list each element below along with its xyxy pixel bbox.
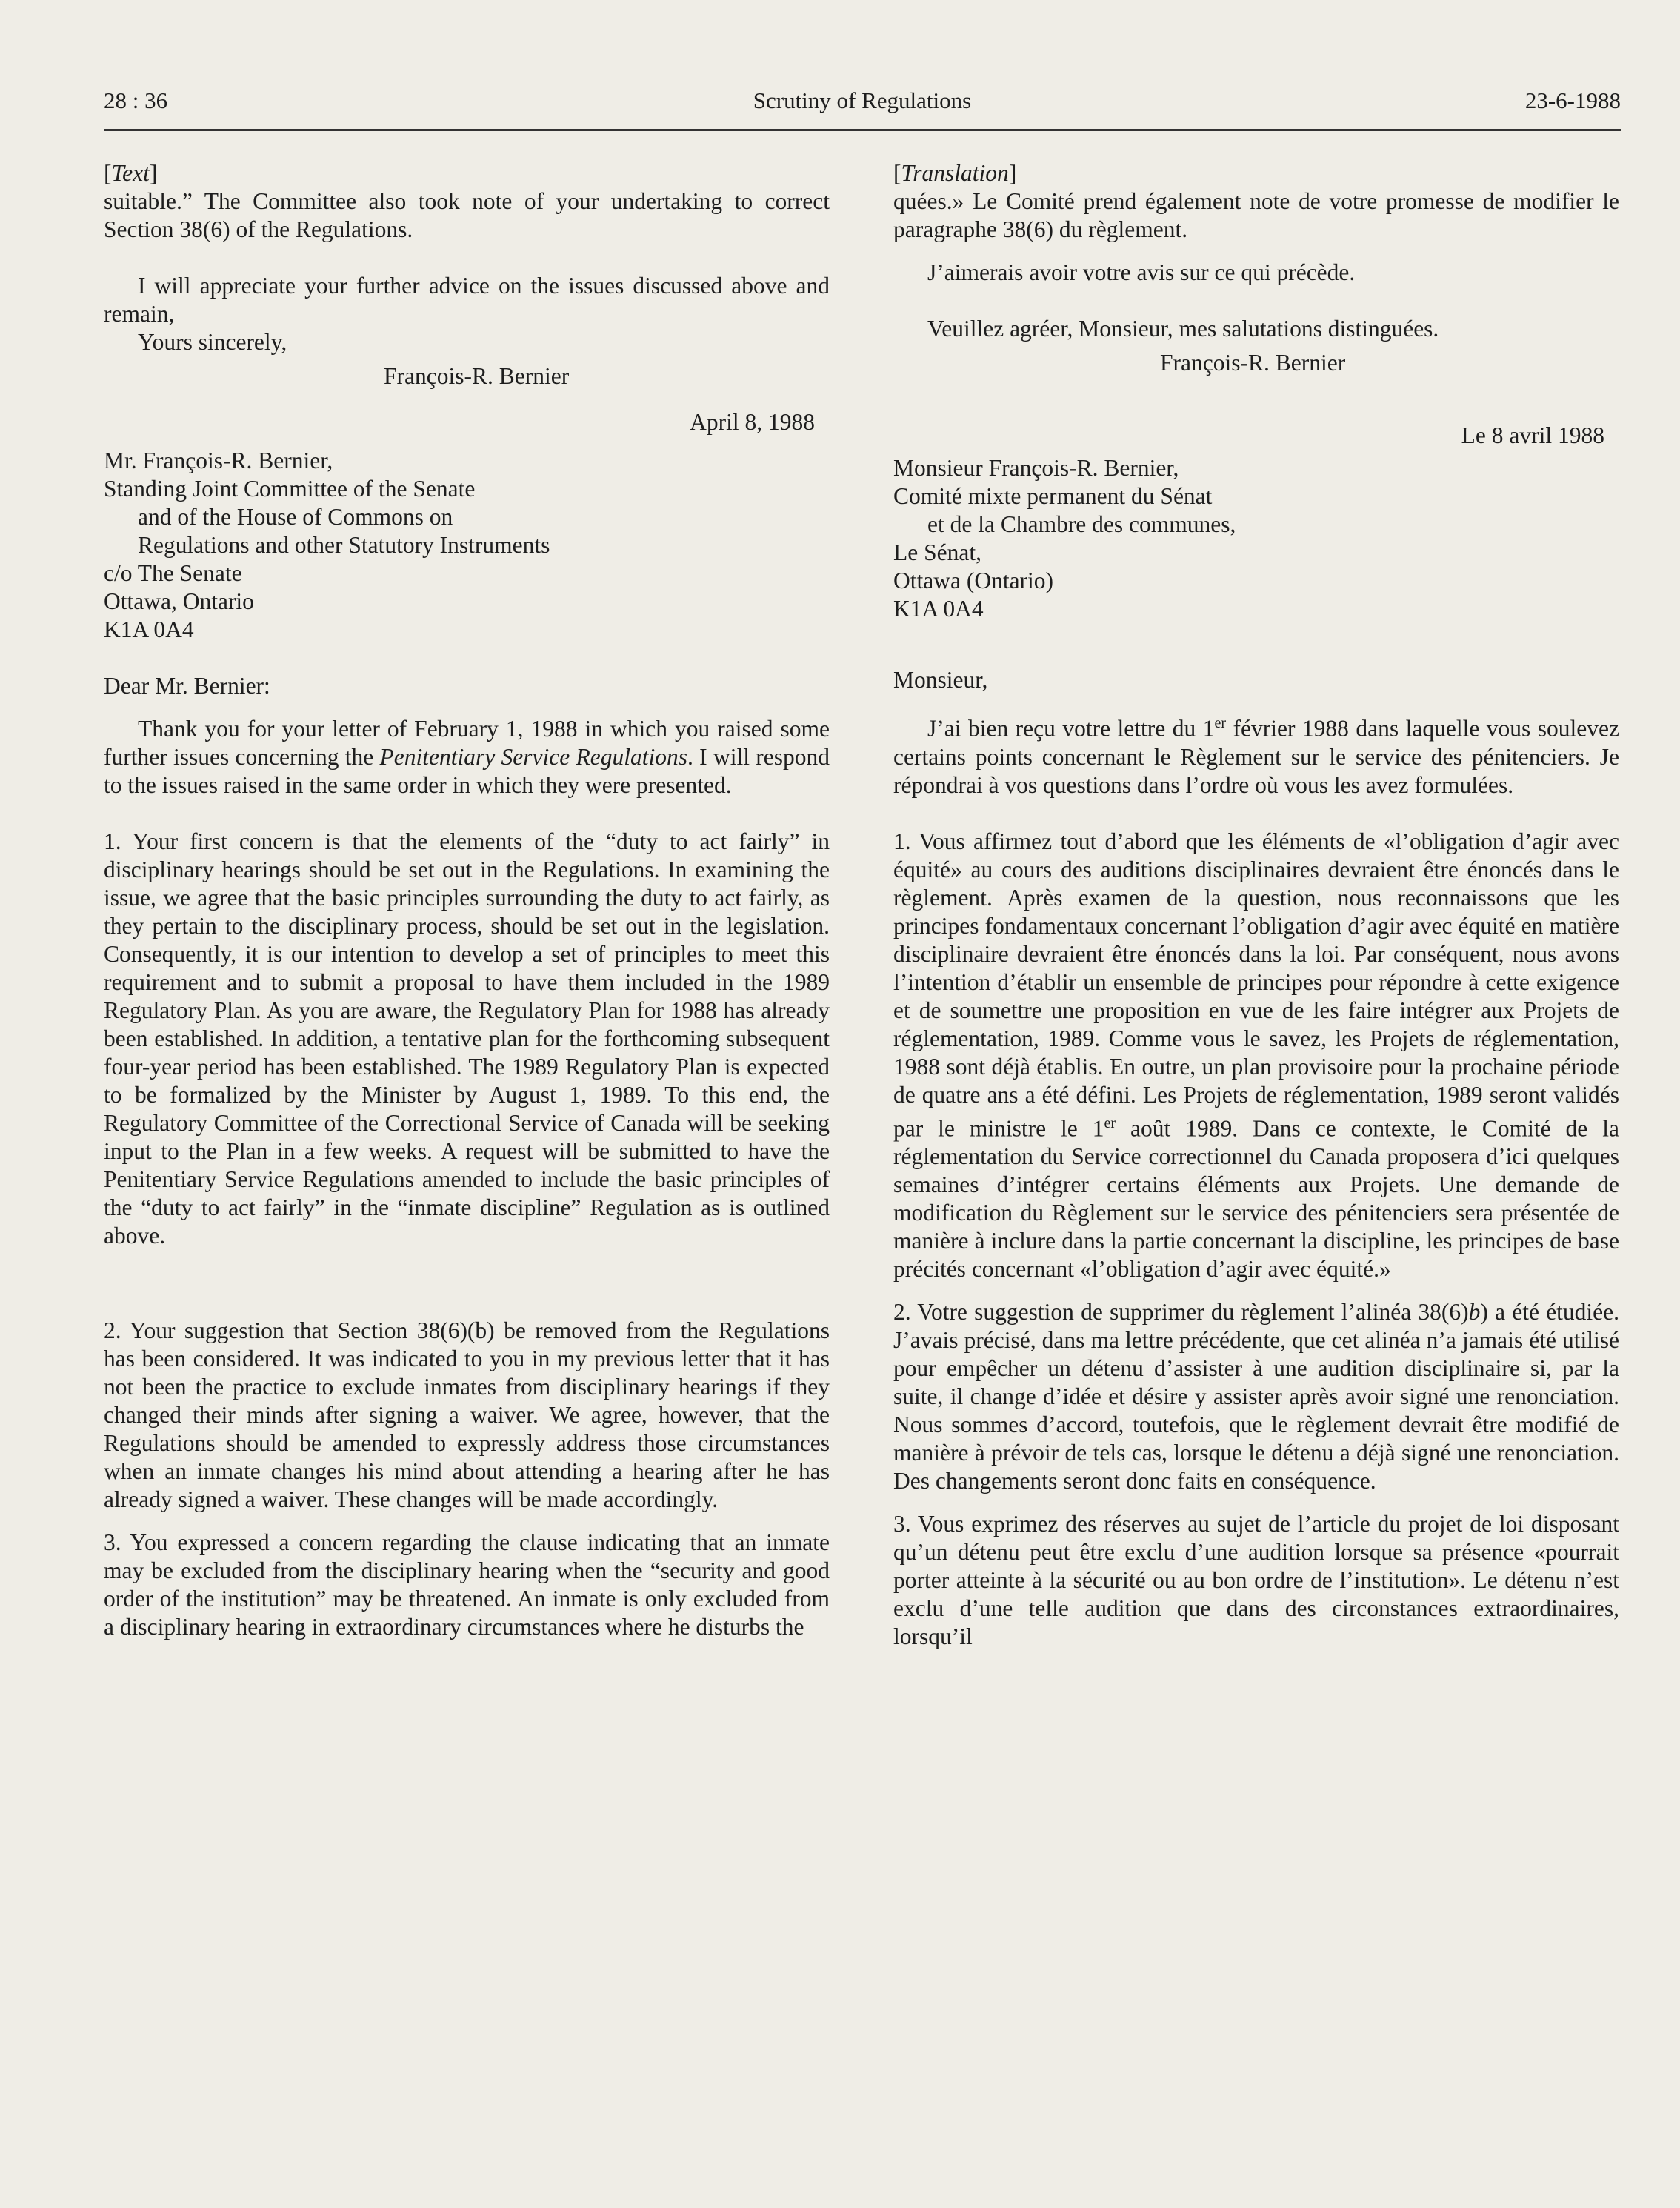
text-tag: [Text] [104, 160, 158, 186]
point-2-paragraph: 2. Votre suggestion de supprimer du règlement l’alinéa 38(6)b) a été étudiée. J’avais précisé, dans ma lettre précédente, que cet alinéa n’a jamais été utilisé pour empêcher un détenu d’assister à une audition disciplinaire si, par la suite, il change d’idée et désire y assister après avoir signé une renonciation. Nous sommes d’accord, toutefois, que le règlement devrait être modifié de manière à prévoir de tels cas, lorsque le détenu a déjà signé une renonciation. Des changements seront donc faits en conséquence. [893, 1299, 1619, 1494]
address-line: Monsieur François-R. Bernier, [893, 455, 1179, 481]
closing-line: Yours sincerely, [138, 329, 287, 355]
letter-date: Le 8 avril 1988 [1461, 422, 1604, 448]
address-block [104, 447, 830, 644]
address-line: Ottawa (Ontario) [893, 568, 1054, 593]
address-block [893, 454, 1619, 623]
appreciate-paragraph: I will appreciate your further advice on the issues discussed above and remain, [104, 273, 830, 327]
address-line: Ottawa, Ontario [104, 588, 254, 614]
french-column [893, 159, 1619, 1651]
address-line: K1A 0A4 [893, 596, 984, 622]
intro-paragraph: quées.» Le Comité prend également note de votre promesse de modifier le paragraphe 38(6) du règlement. [893, 188, 1619, 242]
letter-date: April 8, 1988 [690, 409, 815, 435]
address-line: c/o The Senate [104, 560, 242, 586]
address-line: Mr. François-R. Bernier, [104, 448, 333, 473]
point-2-paragraph: 2. Your suggestion that Section 38(6)(b) be removed from the Regulations has been considered. It was indicated to you in my previous letter that it has not been the practice to exclude inmates from disciplinary hearings if they changed their minds after signing a waiver. We agree, however, that the Regulations should be amended to expressly address those circumstances when an inmate changes his mind about attending a hearing after he has already signed a waiver. These changes will be made accordingly. [104, 1317, 830, 1512]
address-line: Comité mixte permanent du Sénat [893, 483, 1213, 509]
page-header [104, 87, 1621, 131]
header-date: 23-6-1988 [1524, 87, 1621, 113]
point-3-paragraph: 3. Vous exprimez des réserves au sujet de l’article du projet de loi disposant qu’un détenu peut être exclu d’une audition lorsque sa présence «pourrait porter atteinte à la sécurité ou au bon ordre de l’institution». Le détenu n’est exclu d’une telle audition que dans des circonstances extraordinaires, lorsqu’il [893, 1511, 1619, 1649]
address-line: and of the House of Commons on [138, 504, 453, 530]
thanks-paragraph: Thank you for your letter of February 1, 1988 in which you raised some further issues concerning the Penitentiary Service Regulations. I will respond to the issues raised in the same order in which they were presented. [104, 716, 830, 798]
english-column [104, 159, 830, 1641]
page-number: 28 : 36 [104, 87, 168, 113]
thanks-paragraph: J’ai bien reçu votre lettre du 1er février 1988 dans laquelle vous soulevez certains points concernant le Règlement sur le service des pénitenciers. Je répondrai à vos questions dans l’ordre où vous les avez formulées. [893, 715, 1619, 798]
address-line: et de la Chambre des communes, [927, 511, 1236, 537]
signature: François-R. Bernier [384, 363, 570, 389]
avis-paragraph: J’aimerais avoir votre avis sur ce qui précède. [927, 259, 1356, 285]
salutation: Dear Mr. Bernier: [104, 673, 270, 699]
address-line: Standing Joint Committee of the Senate [104, 476, 476, 502]
running-title: Scrutiny of Regulations [753, 87, 972, 113]
address-line: K1A 0A4 [104, 616, 194, 642]
signature: François-R. Bernier [1160, 350, 1346, 376]
intro-paragraph: suitable.” The Committee also took note of your undertaking to correct Section 38(6) of the Regulations. [104, 188, 830, 242]
address-line: Le Sénat, [893, 539, 981, 565]
closing-line: Veuillez agréer, Monsieur, mes salutations distinguées. [927, 316, 1439, 342]
salutation: Monsieur, [893, 667, 988, 693]
point-1-paragraph: 1. Vous affirmez tout d’abord que les éléments de «l’obligation d’agir avec équité» au cours des auditions disciplinaires devraient être énoncés dans le règlement. Après examen de la question, nous reconnaissons que les principes fondamentaux concernant l’obligation d’agir avec équité en matière disciplinaire devraient être énoncés dans la loi. Par conséquent, nous avons l’intention d’établir un ensemble de principes pour répondre à cette exigence et de soumettre une proposition en vue de les faire intégrer aux Projets de réglementation, 1989. Comme vous le savez, les Projets de réglementation, 1988 sont déjà établis. En outre, un plan provisoire pour la prochaine période de quatre ans a été défini. Les Projets de réglementation, 1989 seront validés par le ministre le 1er août 1989. Dans ce contexte, le Comité de la réglementation du Service correctionnel du Canada proposera d’ici quelques semaines d’intégrer certains éléments aux Projets. Une demande de modification du Règlement sur le service des pénitenciers sera présentée de manière à inclure dans la partie concernant la discipline, les principes de base précités concernant «l’obligation d’agir avec équité.» [893, 828, 1619, 1282]
point-1-paragraph: 1. Your first concern is that the elements of the “duty to act fairly” in disciplinary hearings should be set out in the Regulations. In examining the issue, we agree that the basic principles surrounding the duty to act fairly, as they pertain to the disciplinary process, should be set out in the legislation. Consequently, it is our intention to develop a set of principles to meet this requirement and to submit a proposal to have them included in the 1989 Regulatory Plan. As you are aware, the Regulatory Plan for 1988 has already been established. In addition, a tentative plan for the forthcoming subsequent four-year period has been established. The 1989 Regulatory Plan is expected to be formalized by the Minister by August 1, 1989. To this end, the Regulatory Committee of the Correctional Service of Canada will be seeking input to the Plan in a few weeks. A request will be submitted to have the Penitentiary Service Regulations amended to include the basic principles of the “duty to act fairly” in the “inmate discipline” Regulation as is outlined above. [104, 828, 830, 1248]
translation-tag: [Translation] [893, 160, 1017, 186]
address-line: Regulations and other Statutory Instruments [138, 532, 550, 558]
point-3-paragraph: 3. You expressed a concern regarding the clause indicating that an inmate may be excluded from the disciplinary hearing when the “security and good order of the institution” may be threatened. An inmate is only excluded from a disciplinary hearing in extraordinary circumstances where he disturbs the [104, 1529, 830, 1640]
